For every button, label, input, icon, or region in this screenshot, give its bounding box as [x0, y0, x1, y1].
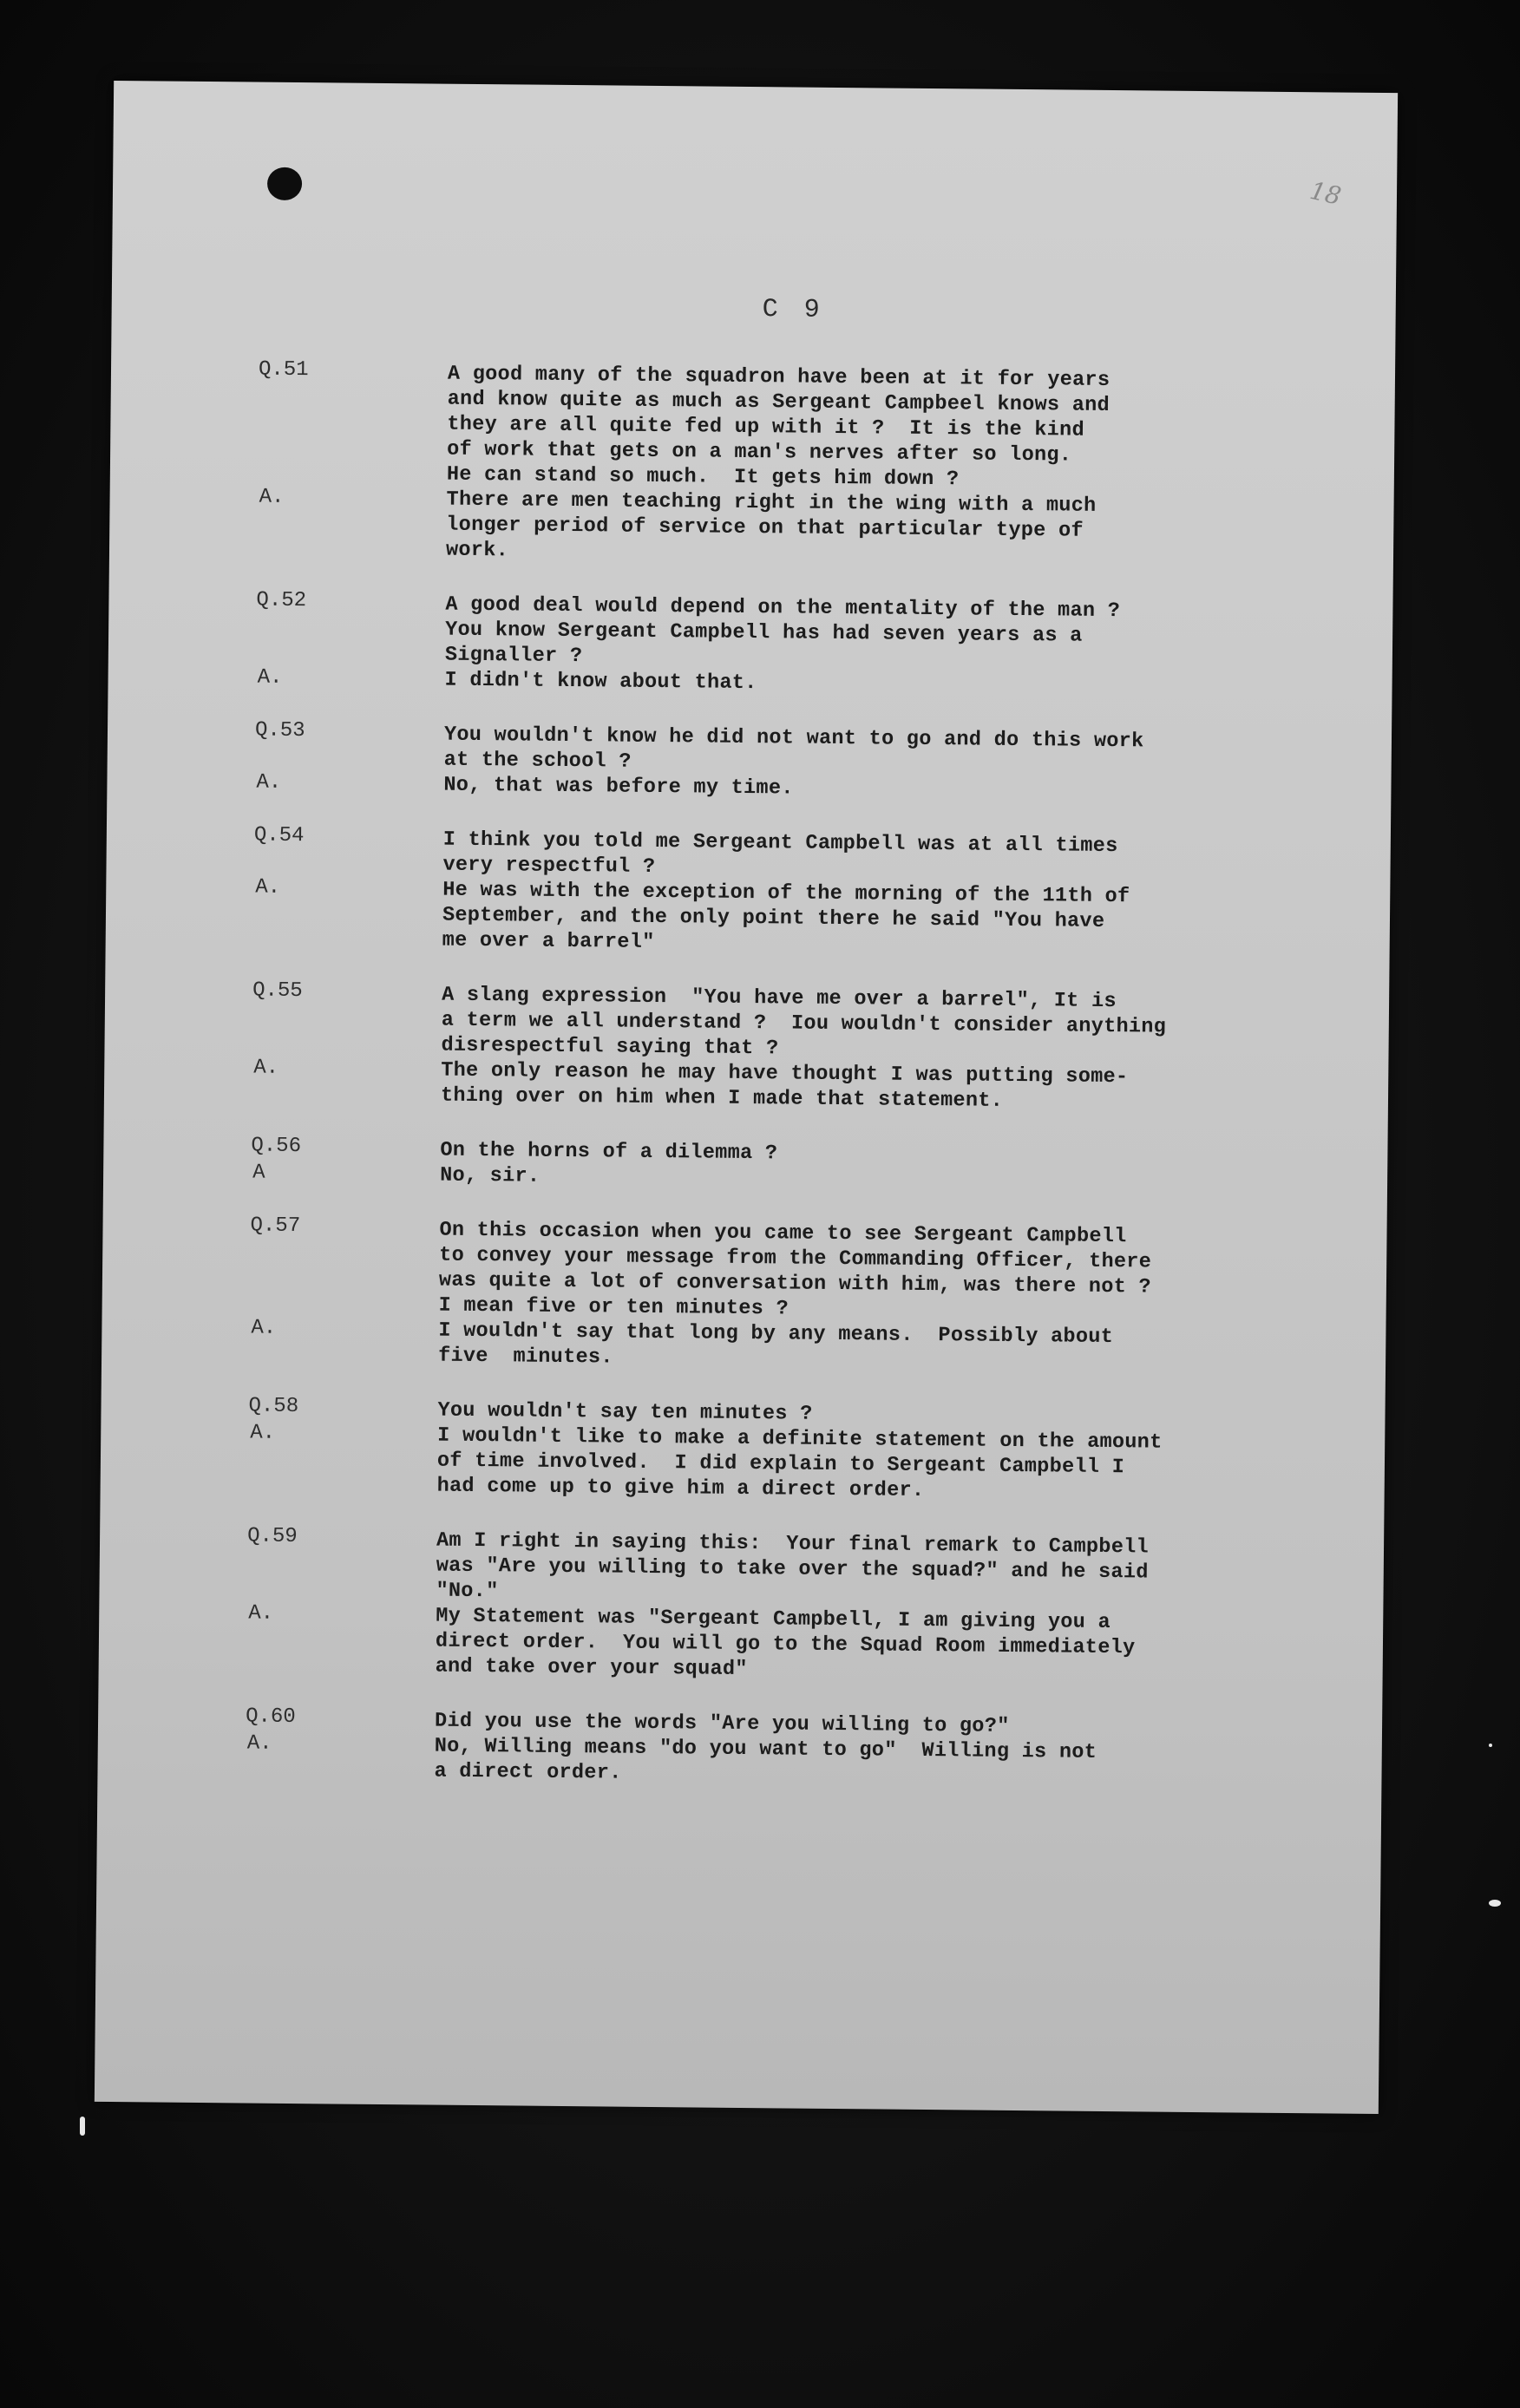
- question-text-line: very respectful ?: [442, 853, 656, 879]
- question-text-line: On the horns of a dilemma ?: [440, 1138, 778, 1166]
- question-text-line: You wouldn't say ten minutes ?: [437, 1398, 813, 1426]
- answer-text-line: and take over your squad": [435, 1654, 748, 1682]
- question-text-line: I think you told me Sergeant Campbell was at all times: [442, 828, 1118, 859]
- question-text-line: a term we all understand ? Iou wouldn't consider anything: [441, 1008, 1167, 1039]
- question-number: Q.58: [248, 1394, 299, 1419]
- question-text-line: Am I right in saying this: Your final remark to Campbell: [436, 1528, 1150, 1560]
- question-number: Q.54: [253, 823, 305, 848]
- answer-text-line: The only reason he may have thought I was putting some-: [441, 1058, 1129, 1089]
- answer-marker: A.: [259, 485, 285, 509]
- question-text-line: was quite a lot of conversation with him, was there not ?: [438, 1268, 1151, 1299]
- answer-marker: A.: [255, 875, 281, 900]
- answer-marker: A.: [256, 770, 282, 795]
- answer-marker: A: [252, 1161, 265, 1185]
- question-text-line: You wouldn't know he did not want to go and do this work: [443, 723, 1144, 754]
- document-page: [95, 81, 1398, 2114]
- question-text-line: I mean five or ten minutes ?: [438, 1293, 789, 1321]
- answer-text-line: direct order. You will go to the Squad Room immediately: [435, 1629, 1136, 1660]
- question-text-line: You know Sergeant Campbell has had seven years as a: [445, 618, 1083, 648]
- punch-hole: [267, 167, 302, 200]
- answer-text-line: I wouldn't say that long by any means. Possibly about: [438, 1319, 1114, 1350]
- question-text-line: was "Are you willing to take over the squad?" and he said: [436, 1554, 1149, 1585]
- question-text-line: Signaller ?: [444, 643, 583, 669]
- question-text-line: at the school ?: [443, 748, 632, 774]
- answer-text-line: five minutes.: [437, 1344, 613, 1370]
- answer-marker: A.: [246, 1731, 272, 1756]
- answer-marker: A.: [248, 1601, 274, 1626]
- question-text-line: of work that gets on a man's nerves after so long.: [447, 437, 1072, 468]
- answer-text-line: I didn't know about that.: [444, 668, 757, 696]
- question-number: Q.56: [251, 1134, 302, 1159]
- answer-text-line: longer period of service on that particular type of: [446, 513, 1084, 543]
- answer-text-line: I wouldn't like to make a definite statement on the amount: [437, 1423, 1163, 1455]
- answer-marker: A.: [253, 1056, 279, 1080]
- question-number: Q.53: [254, 718, 305, 743]
- question-number: Q.51: [258, 357, 309, 383]
- answer-marker: A.: [250, 1421, 276, 1445]
- question-text-line: they are all quite fed up with it ? It is the kind: [447, 412, 1085, 442]
- answer-text-line: He was with the exception of the morning of the 11th of: [442, 878, 1130, 909]
- question-text-line: "No.": [436, 1579, 499, 1604]
- question-text-line: disrespectful saying that ?: [441, 1033, 779, 1061]
- answer-text-line: There are men teaching right in the wing with a much: [446, 487, 1097, 518]
- question-text-line: A slang expression "You have me over a barrel", It is: [441, 983, 1117, 1014]
- question-text-line: On this occasion when you came to see Sergeant Campbell: [439, 1218, 1127, 1249]
- page-number: C 9: [762, 295, 825, 325]
- question-text-line: to convey your message from the Commanding Officer, there: [439, 1243, 1152, 1274]
- answer-marker: A.: [251, 1316, 277, 1340]
- question-text-line: He can stand so much. It gets him down ?: [446, 462, 960, 492]
- dust-speck: [80, 2117, 85, 2136]
- answer-text-line: No, Willing means "do you want to go" Willing is not: [434, 1734, 1097, 1764]
- question-number: Q.60: [245, 1705, 296, 1730]
- answer-text-line: of time involved. I did explain to Sergeant Campbell I: [436, 1449, 1125, 1480]
- answer-text-line: me over a barrel": [442, 928, 655, 954]
- dust-speck: [1489, 1744, 1492, 1747]
- answer-text-line: work.: [445, 538, 509, 563]
- dust-speck: [1489, 1900, 1501, 1907]
- answer-marker: A.: [257, 665, 283, 690]
- answer-text-line: No, sir.: [439, 1163, 541, 1188]
- answer-text-line: a direct order.: [434, 1759, 622, 1785]
- question-text-line: and know quite as much as Sergeant Campbeel knows and: [447, 387, 1111, 417]
- question-text-line: A good deal would depend on the mentality of the man ?: [445, 592, 1121, 624]
- question-number: Q.57: [250, 1214, 301, 1239]
- question-number: Q.59: [246, 1524, 298, 1549]
- question-number: Q.52: [256, 588, 307, 613]
- question-text-line: Did you use the words "Are you willing to go?": [434, 1709, 1010, 1738]
- question-number: Q.55: [252, 978, 303, 1004]
- corner-annotation: 18: [1307, 175, 1344, 211]
- question-text-line: A good many of the squadron have been at it for years: [447, 362, 1111, 392]
- answer-text-line: had come up to give him a direct order.: [436, 1474, 925, 1502]
- answer-text-line: September, and the only point there he said "You have: [442, 903, 1105, 933]
- answer-text-line: No, that was before my time.: [443, 773, 794, 801]
- answer-text-line: My Statement was "Sergeant Campbell, I am giving you a: [436, 1604, 1111, 1635]
- answer-text-line: thing over on him when I made that statement.: [440, 1083, 1004, 1113]
